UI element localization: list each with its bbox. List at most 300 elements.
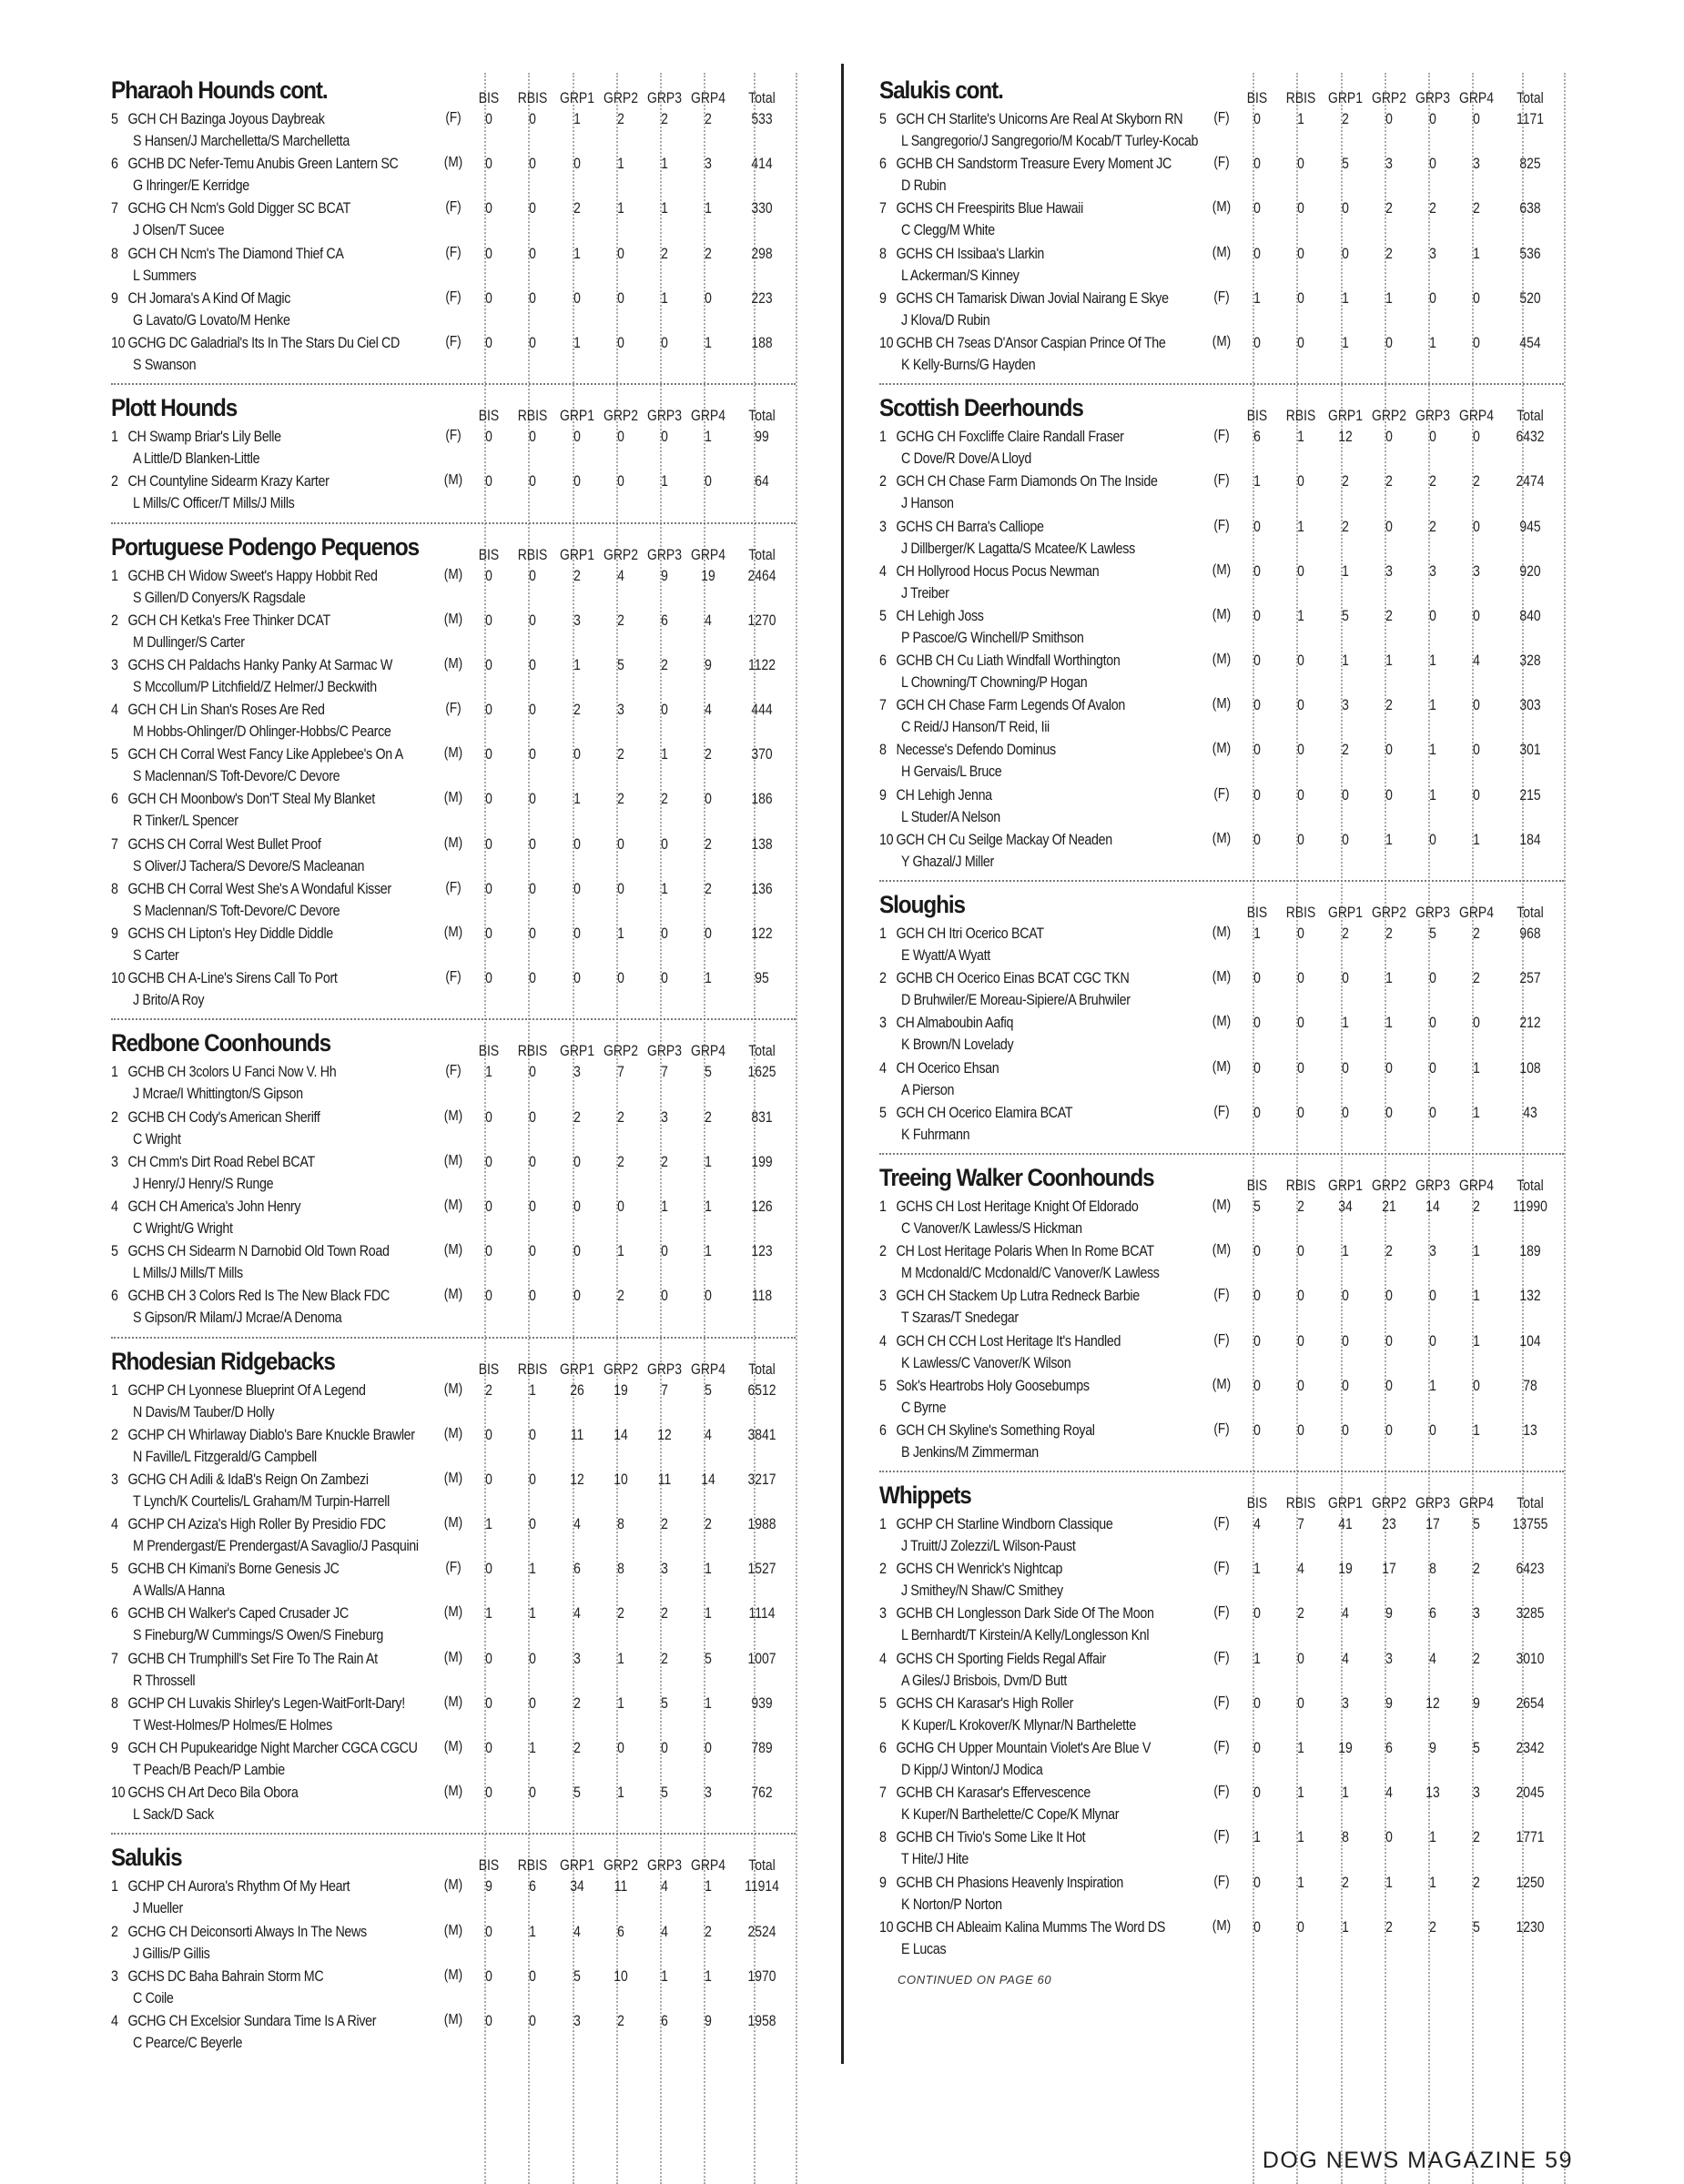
entry-grp4: 1 (705, 969, 712, 987)
breed-title: Rhodesian Ridgebacks (111, 1347, 335, 1375)
entry-sex: (F) (1213, 155, 1230, 171)
entry-bis: 6 (1253, 428, 1261, 446)
breed-section (879, 1160, 1564, 1472)
entry-sex: (M) (1212, 830, 1232, 846)
entry-bis: 0 (1253, 1014, 1261, 1032)
entry-dog-name: GCHS CH Issibaa's Llarkin (896, 244, 1045, 262)
entry-dog-name: GCHB CH Ocerico Einas BCAT CGC TKN (896, 969, 1130, 987)
ranking-entry (879, 968, 1564, 1013)
entry-dog-name: GCHP CH Whirlaway Diablo's Bare Knuckle Brawler (127, 1425, 415, 1443)
right-column (879, 73, 1564, 1987)
breed-section (111, 1026, 796, 1338)
section-header (111, 1840, 796, 1876)
entry-total: 303 (1519, 696, 1541, 714)
entry-grp4: 1 (705, 1967, 712, 1985)
column-header-grp4: GRP4 (1459, 407, 1494, 425)
entry-grp4: 2 (1473, 472, 1480, 490)
ranking-entry (879, 606, 1564, 651)
entry-rank: 1 (879, 1197, 887, 1215)
entry-grp1: 1 (1342, 333, 1349, 351)
entry-rbis: 0 (529, 2011, 536, 2029)
entry-rank: 5 (111, 745, 118, 763)
entry-rank: 6 (879, 1421, 887, 1439)
entry-grp3: 0 (661, 1739, 668, 1756)
entry-grp2: 2 (1385, 472, 1393, 490)
entry-rank: 4 (879, 561, 887, 580)
entry-total: 1007 (747, 1649, 776, 1667)
entry-grp4: 3 (705, 1784, 712, 1802)
entry-grp3: 5 (661, 1784, 668, 1802)
ranking-entry (879, 288, 1564, 333)
entry-dog-name: GCHP CH Lyonnese Blueprint Of A Legend (127, 1380, 366, 1399)
column-header-bis: BIS (1246, 1494, 1268, 1512)
entry-sex: (M) (443, 1515, 463, 1532)
entry-dog-name: GCHS CH Sporting Fields Regal Affair (896, 1649, 1106, 1667)
dog-name (879, 1377, 1090, 1395)
entry-grp3: 2 (1429, 517, 1436, 535)
entry-dog-name: GCHB CH Tivio's Some Like It Hot (896, 1828, 1086, 1846)
column-header-total: Total (748, 1360, 776, 1378)
dog-name (879, 607, 984, 625)
column-header-grp1: GRP1 (560, 1856, 594, 1875)
entry-bis: 0 (485, 472, 492, 490)
entry-dog-name: GCH CH Ocerico Elamira BCAT (896, 1103, 1073, 1121)
entry-rbis: 0 (529, 333, 536, 351)
entry-grp3: 0 (661, 1242, 668, 1260)
entry-bis: 0 (1253, 652, 1261, 670)
entry-bis: 0 (1253, 1604, 1261, 1623)
entry-rbis: 0 (1297, 333, 1304, 351)
dog-name (879, 831, 1112, 849)
column-header-rbis: RBIS (517, 1042, 548, 1060)
entry-grp1: 0 (1342, 1331, 1349, 1350)
ranking-entry (111, 471, 796, 516)
dog-name (111, 472, 330, 490)
entry-grp4: 0 (1473, 785, 1480, 804)
entry-grp4: 4 (705, 701, 712, 719)
entry-grp2: 8 (617, 1560, 624, 1578)
entry-dog-name: GCHP CH Aurora's Rhythm Of My Heart (127, 1877, 350, 1896)
entry-sex: (M) (1212, 244, 1232, 260)
entry-rank: 8 (111, 1694, 118, 1712)
entry-total: 13 (1523, 1421, 1537, 1439)
entry-grp1: 3 (1342, 1694, 1349, 1712)
ranking-entry (879, 1827, 1564, 1872)
entry-handlers: K Lawless/C Vanover/K Wilson (901, 1353, 1071, 1371)
column-header-total: Total (1517, 904, 1544, 921)
entry-grp4: 1 (1473, 830, 1480, 848)
column-header-bis: BIS (478, 1856, 500, 1875)
entry-rank: 2 (879, 969, 887, 987)
entry-grp3: 0 (661, 1287, 668, 1305)
entry-grp3: 9 (1429, 1739, 1436, 1756)
entry-total: 3841 (747, 1425, 776, 1443)
entry-sex: (M) (443, 566, 463, 582)
column-header-grp3: GRP3 (647, 89, 682, 106)
entry-rbis: 2 (1297, 1197, 1304, 1215)
entry-grp1: 0 (573, 472, 581, 490)
entry-bis: 0 (1253, 1694, 1261, 1712)
ranking-entry (879, 1514, 1564, 1559)
entry-dog-name: GCHB CH Widow Sweet's Happy Hobbit Red (127, 566, 378, 584)
entry-grp1: 4 (1342, 1604, 1349, 1623)
column-header-grp3: GRP3 (647, 545, 682, 563)
entry-handlers: L Mills/J Mills/T Mills (133, 1264, 243, 1282)
entry-grp4: 1 (1473, 1331, 1480, 1350)
entry-grp4: 2 (705, 1515, 712, 1533)
entry-grp1: 1 (1342, 652, 1349, 670)
entry-total: 1970 (747, 1967, 776, 1985)
dog-name (111, 1515, 386, 1533)
entry-rank: 6 (111, 1287, 118, 1305)
entry-dog-name: CH Jomara's A Kind Of Magic (127, 288, 291, 307)
entry-handlers: A Giles/J Brisbois, Dvm/D Butt (901, 1671, 1067, 1689)
entry-dog-name: GCHB CH A-Line's Sirens Call To Port (127, 969, 338, 987)
entry-bis: 1 (1253, 1828, 1261, 1846)
entry-grp2: 1 (1385, 652, 1393, 670)
entry-bis: 5 (1253, 1197, 1261, 1215)
entry-grp4: 2 (1473, 199, 1480, 217)
entry-sex: (M) (443, 1877, 463, 1894)
dog-name (879, 1739, 1151, 1757)
entry-grp3: 0 (661, 701, 668, 719)
entry-bis: 0 (485, 1694, 492, 1712)
entry-rank: 5 (111, 110, 118, 127)
entry-grp2: 1 (1385, 1873, 1393, 1891)
entry-grp4: 5 (705, 1063, 712, 1081)
entry-rbis: 0 (1297, 1287, 1304, 1305)
entry-grp4: 9 (705, 655, 712, 673)
dog-name (879, 1650, 1106, 1668)
entry-grp2: 2 (617, 1107, 624, 1126)
entry-rank: 4 (879, 1649, 887, 1667)
entry-grp4: 2 (705, 110, 712, 127)
entry-handlers: C Vanover/K Lawless/S Hickman (901, 1218, 1082, 1237)
entry-grp4: 1 (1473, 1103, 1480, 1121)
entry-handlers: Y Ghazal/J Miller (901, 852, 994, 870)
entry-grp1: 0 (573, 969, 581, 987)
entry-grp4: 1 (705, 1242, 712, 1260)
entry-grp2: 0 (617, 472, 624, 490)
dog-name (111, 745, 403, 763)
entry-bis: 1 (485, 1515, 492, 1533)
entry-grp2: 1 (617, 1242, 624, 1260)
entry-grp1: 4 (1342, 1649, 1349, 1667)
dog-name (879, 652, 1121, 670)
entry-total: 43 (1523, 1103, 1537, 1121)
entry-rank: 2 (111, 1107, 118, 1126)
dog-name (879, 741, 1056, 759)
column-header-rbis: RBIS (1285, 904, 1316, 921)
entry-total: 1771 (1516, 1828, 1545, 1846)
entry-grp1: 0 (573, 925, 581, 942)
entry-sex: (M) (443, 472, 463, 489)
column-header-bis: BIS (1246, 407, 1268, 425)
entry-rank: 7 (879, 696, 887, 714)
entry-dog-name: GCHP CH Aziza's High Roller By Presidio FDC (127, 1515, 386, 1533)
entry-grp2: 2 (617, 611, 624, 629)
entry-rbis: 1 (1297, 517, 1304, 535)
entry-handlers: T West-Holmes/P Holmes/E Holmes (133, 1715, 332, 1734)
ranking-entry (879, 427, 1564, 471)
entry-bis: 0 (1253, 199, 1261, 217)
entry-rbis: 0 (529, 1197, 536, 1215)
entry-handlers: M Mcdonald/C Mcdonald/C Vanover/K Lawless (901, 1264, 1160, 1282)
entry-sex: (M) (443, 790, 463, 806)
column-header-rbis: RBIS (1285, 1176, 1316, 1194)
entry-sex: (M) (443, 745, 463, 762)
entry-bis: 0 (1253, 1917, 1261, 1936)
column-header-grp3: GRP3 (1415, 904, 1450, 921)
entry-grp4: 2 (705, 244, 712, 262)
entry-dog-name: GCHS CH Corral West Bullet Proof (127, 834, 321, 853)
column-header-grp1: GRP1 (1328, 89, 1363, 106)
ranking-entry (111, 1152, 796, 1197)
entry-sex: (F) (445, 879, 462, 895)
entry-rank: 1 (879, 428, 887, 446)
entry-grp2: 1 (1385, 969, 1393, 987)
dog-name (879, 969, 1129, 987)
entry-sex: (F) (1213, 1560, 1230, 1576)
entry-handlers: C Dove/R Dove/A Lloyd (901, 450, 1031, 468)
ranking-entry (111, 1603, 796, 1648)
dog-name (879, 110, 1182, 128)
breed-title: Scottish Deerhounds (879, 394, 1083, 422)
entry-grp4: 9 (1473, 1694, 1480, 1712)
entry-grp4: 1 (1473, 1058, 1480, 1077)
ranking-entry (879, 1058, 1564, 1103)
entry-handlers: S Swanson (133, 355, 197, 373)
entry-grp2: 2 (1385, 606, 1393, 624)
entry-grp2: 0 (1385, 1421, 1393, 1439)
entry-rbis: 0 (529, 1515, 536, 1533)
entry-dog-name: GCHS CH Lost Heritage Knight Of Eldorado (896, 1197, 1139, 1215)
entry-grp3: 0 (1429, 606, 1436, 624)
entry-grp2: 10 (614, 1470, 628, 1488)
entry-dog-name: GCH CH Moonbow's Don'T Steal My Blanket (127, 790, 375, 808)
entry-bis: 0 (1253, 830, 1261, 848)
entry-rank: 9 (879, 288, 887, 307)
entry-sex: (M) (443, 2011, 463, 2027)
entry-handlers: J Dillberger/K Lagatta/S Mcatee/K Lawless (901, 539, 1135, 557)
entry-grp2: 14 (614, 1425, 628, 1443)
entry-handlers: D Bruhwiler/E Moreau-Sipiere/A Bruhwiler (901, 991, 1131, 1009)
entry-grp1: 1 (573, 110, 581, 127)
entry-rank: 6 (879, 155, 887, 173)
entry-rbis: 0 (529, 1784, 536, 1802)
entry-grp2: 0 (1385, 517, 1393, 535)
entry-grp1: 2 (1342, 110, 1349, 127)
column-header-grp4: GRP4 (691, 1856, 725, 1875)
entry-rank: 7 (879, 199, 887, 217)
entry-grp2: 1 (617, 1694, 624, 1712)
entry-grp1: 1 (1342, 1917, 1349, 1936)
entry-dog-name: GCHS CH Sidearm N Darnobid Old Town Road (127, 1242, 390, 1260)
entry-bis: 0 (1253, 741, 1261, 759)
entry-grp4: 5 (1473, 1917, 1480, 1936)
entry-rank: 6 (111, 790, 118, 808)
entry-grp3: 0 (1429, 1421, 1436, 1439)
entry-grp1: 19 (1338, 1560, 1353, 1578)
section-header (111, 1026, 796, 1062)
entry-total: 199 (751, 1152, 773, 1170)
entry-rbis: 0 (1297, 561, 1304, 580)
dog-name (879, 1515, 1112, 1533)
ranking-entry (879, 198, 1564, 243)
entry-dog-name: CH Lehigh Jenna (896, 785, 992, 804)
entry-bis: 1 (1253, 1649, 1261, 1667)
entry-dog-name: CH Countyline Sidearm Krazy Karter (127, 472, 330, 490)
entry-handlers: S Maclennan/S Toft-Devore/C Devore (133, 767, 340, 785)
entry-rbis: 0 (529, 1694, 536, 1712)
entry-rbis: 0 (529, 1152, 536, 1170)
entry-grp2: 0 (1385, 428, 1393, 446)
column-divider (841, 64, 844, 2064)
entry-rbis: 0 (529, 1063, 536, 1081)
entry-dog-name: GCHG CH Excelsior Sundara Time Is A River (127, 2011, 377, 2029)
entry-sex: (M) (443, 1242, 463, 1259)
entry-total: 123 (751, 1242, 773, 1260)
entry-dog-name: CH Almaboubin Aafiq (896, 1014, 1014, 1032)
entry-bis: 0 (1253, 1242, 1261, 1260)
entry-grp3: 2 (661, 1604, 668, 1623)
entry-grp2: 2 (617, 1152, 624, 1170)
dog-name (111, 1560, 340, 1578)
column-header-grp2: GRP2 (604, 1042, 638, 1060)
ranking-entry (879, 1738, 1564, 1783)
dog-name (879, 1421, 1095, 1440)
dog-name (879, 786, 992, 804)
entry-grp3: 1 (1429, 696, 1436, 714)
entry-grp3: 3 (1429, 561, 1436, 580)
entry-total: 3217 (747, 1470, 776, 1488)
column-header-total: Total (748, 89, 776, 106)
entry-rbis: 4 (1297, 1560, 1304, 1578)
column-header-grp3: GRP3 (647, 1360, 682, 1378)
dog-name (111, 1694, 405, 1713)
column-header-grp4: GRP4 (691, 545, 725, 563)
entry-total: 78 (1523, 1376, 1537, 1394)
entry-grp1: 0 (1342, 1287, 1349, 1305)
entry-grp1: 41 (1338, 1515, 1353, 1533)
section-header (879, 73, 1564, 109)
column-guide-line (796, 73, 797, 2184)
entry-handlers: D Kipp/J Winton/J Modica (901, 1761, 1043, 1778)
ranking-entry (111, 2011, 796, 2056)
entry-handlers: A Walls/A Hanna (133, 1582, 225, 1600)
entry-handlers: T Peach/B Peach/P Lambie (133, 1761, 285, 1778)
entry-handlers: D Rubin (901, 177, 947, 195)
entry-bis: 0 (485, 155, 492, 173)
entry-grp4: 0 (1473, 696, 1480, 714)
entry-rbis: 0 (529, 155, 536, 173)
ranking-entry (879, 1694, 1564, 1738)
entry-grp2: 2 (617, 110, 624, 127)
entry-grp4: 0 (1473, 741, 1480, 759)
entry-sex: (M) (1212, 1376, 1232, 1392)
entry-grp4: 0 (1473, 110, 1480, 127)
entry-sex: (F) (445, 288, 462, 305)
section-header (879, 1478, 1564, 1514)
entry-handlers: G Ihringer/E Kerridge (133, 177, 249, 195)
entry-grp4: 3 (1473, 1604, 1480, 1623)
entry-rbis: 1 (1297, 1784, 1304, 1802)
column-header-total: Total (1517, 89, 1544, 106)
dog-name (111, 289, 290, 308)
entry-bis: 0 (1253, 561, 1261, 580)
entry-grp2: 2 (1385, 199, 1393, 217)
entry-grp3: 4 (661, 1922, 668, 1940)
entry-handlers: A Little/D Blanken-Little (133, 450, 260, 468)
dog-name (111, 1923, 367, 1941)
entry-total: 2654 (1516, 1694, 1545, 1712)
section-header (111, 530, 796, 566)
entry-rank: 4 (111, 2011, 118, 2029)
entry-rbis: 0 (1297, 925, 1304, 942)
dog-name (879, 289, 1169, 308)
entry-grp4: 1 (1473, 1421, 1480, 1439)
ranking-entry (111, 1470, 796, 1514)
entry-grp3: 12 (1425, 1694, 1440, 1712)
entry-total: 825 (1519, 155, 1541, 173)
entry-dog-name: GCHB CH Karasar's Effervescence (896, 1784, 1091, 1802)
entry-bis: 0 (485, 1967, 492, 1985)
entry-rank: 4 (111, 1515, 118, 1533)
entry-rank: 1 (879, 1515, 887, 1533)
ranking-entry (879, 109, 1564, 154)
entry-grp2: 0 (1385, 1287, 1393, 1305)
ranking-entry (111, 198, 796, 243)
entry-handlers: C Clegg/M White (901, 221, 995, 239)
entry-total: 212 (1519, 1014, 1541, 1032)
entry-bis: 0 (1253, 1784, 1261, 1802)
breed-section (111, 73, 796, 385)
entry-dog-name: GCH CH Chase Farm Diamonds On The Inside (896, 472, 1158, 490)
entry-grp4: 1 (705, 1560, 712, 1578)
entry-sex: (M) (443, 925, 463, 940)
column-header-grp4: GRP4 (691, 89, 725, 106)
entry-bis: 0 (1253, 110, 1261, 127)
dog-name (111, 155, 398, 173)
entry-bis: 0 (485, 1107, 492, 1126)
section-header (111, 390, 796, 427)
column-header-grp1: GRP1 (1328, 904, 1363, 921)
entry-grp4: 5 (705, 1649, 712, 1667)
entry-total: 328 (1519, 652, 1541, 670)
entry-grp4: 0 (705, 925, 712, 942)
entry-bis: 0 (1253, 333, 1261, 351)
entry-rank: 10 (111, 1784, 126, 1802)
entry-handlers: A Pierson (901, 1080, 955, 1098)
entry-dog-name: GCH CH Chase Farm Legends Of Avalon (896, 696, 1125, 714)
entry-bis: 0 (485, 969, 492, 987)
entry-grp3: 0 (1429, 969, 1436, 987)
entry-sex: (F) (1213, 288, 1230, 305)
breed-title: Portuguese Podengo Pequenos (111, 532, 420, 561)
entry-total: 1988 (747, 1515, 776, 1533)
entry-handlers: M Prendergast/E Prendergast/A Savaglio/J Pasquini (133, 1537, 419, 1555)
entry-sex: (M) (443, 1197, 463, 1213)
entry-grp1: 2 (573, 199, 581, 217)
entry-rank: 2 (111, 472, 118, 490)
entry-rank: 7 (111, 1649, 118, 1667)
entry-handlers: J Klova/D Rubin (901, 310, 990, 329)
entry-handlers: E Wyatt/A Wyatt (901, 946, 990, 964)
entry-grp3: 2 (661, 1152, 668, 1170)
entry-grp2: 1 (1385, 288, 1393, 307)
entry-grp1: 5 (1342, 606, 1349, 624)
entry-bis: 0 (485, 1425, 492, 1443)
